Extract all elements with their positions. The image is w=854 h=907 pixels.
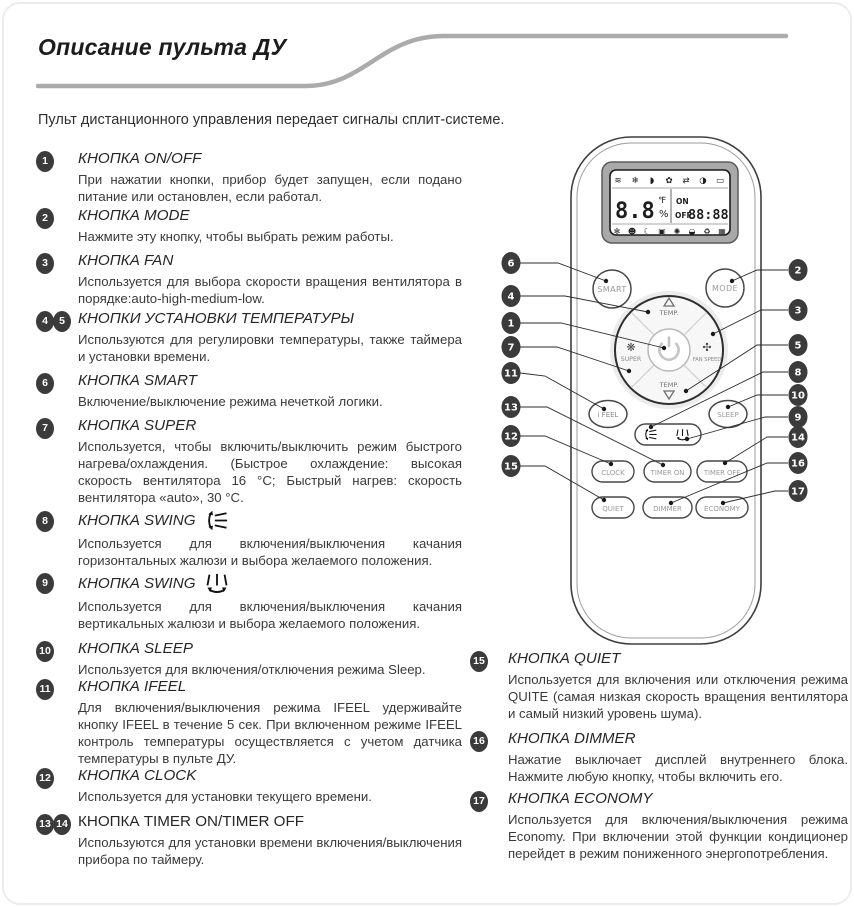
item-body: Включение/выключение режима нечеткой логики.: [78, 394, 383, 409]
lcd-time: 88:88: [688, 207, 729, 223]
list-item: [36, 310, 462, 365]
timer-off-button-label: TIMER OFF: [703, 469, 741, 477]
item-number-badge: 4: [36, 311, 54, 332]
ifeel-icon: ☻: [627, 227, 637, 236]
temp-down-label: TEMP.: [659, 381, 679, 389]
item-number-badge: 3: [36, 253, 54, 274]
cool-mode-icon: ❄: [631, 176, 639, 186]
signal-icon: ≋: [614, 176, 622, 186]
list-item: [36, 207, 462, 245]
clock-button-label: CLOCK: [601, 469, 625, 477]
item-body: Используются для регулировки температуры, также таймера и установки времени.: [78, 332, 462, 365]
item-title: [78, 252, 462, 269]
item-body: Используется, чтобы включить/выключить режим быстрого нагрева/охлаждения. (Быстрое охлаждение: высокая скорость вентилятора 16 °C; Быстрый нагрев: скорость вентилятора «auto», 30 °C.: [78, 439, 462, 506]
item-title: [78, 640, 462, 657]
svg-text:2: 2: [794, 265, 802, 277]
airflow-icon: ⇄: [682, 176, 690, 186]
list-item: [470, 650, 848, 722]
intro-text: Пульт дистанционного управления передает сигналы сплит-системе.: [38, 112, 505, 128]
item-title-text: КНОПКА DIMMER: [508, 730, 636, 747]
sleep-button-label: SLEEP: [717, 411, 739, 419]
item-title-text: КНОПКА SWING: [78, 574, 196, 592]
item-title: [508, 790, 848, 807]
list-item: [470, 730, 848, 785]
callout-badge-6: [502, 252, 521, 274]
svg-text:12: 12: [504, 431, 518, 443]
item-title: [78, 150, 462, 167]
callout-badge-13: [502, 396, 521, 418]
temp-up-label: TEMP.: [659, 309, 679, 317]
item-title-text: КНОПКА ON/OFF: [78, 150, 202, 167]
callout-badge-7: [502, 336, 521, 358]
callout-badge-5: [789, 334, 808, 356]
item-body: Используется для включения/выключения качания вертикальных жалюзи и выбора желаемого положения.: [78, 599, 462, 632]
callout-badge-11: [502, 362, 521, 384]
item-title-text: КНОПКА FAN: [78, 252, 174, 269]
item-number-badge: 9: [36, 573, 54, 594]
quiet-button-label: QUIET: [602, 505, 624, 513]
item-body: Для включения/выключения режима IFEEL удерживайте кнопку IFEEL в течение 5 сек. При включенном режиме IFEEL контроль температуры осуществляется с учетом датчика температуры в пульте ДУ.: [78, 700, 462, 767]
svg-text:15: 15: [504, 461, 518, 473]
svg-text:14: 14: [791, 432, 805, 444]
item-body: Нажатие выключает дисплей внутреннего блока. Нажмите любую кнопку, чтобы включить его.: [508, 752, 848, 785]
item-number-badge: 15: [470, 651, 488, 672]
swing-vertical-icon: [204, 572, 230, 594]
clean-icon: ▦: [718, 227, 726, 236]
list-item: [36, 678, 462, 768]
item-number-badge: 11: [36, 679, 54, 700]
callout-badge-15: [502, 455, 521, 477]
lcd-unit-fahrenheit: ℉: [658, 196, 667, 206]
smart-button-label: SMART: [597, 285, 627, 294]
svg-text:4: 4: [507, 291, 515, 303]
list-item: [36, 510, 462, 569]
super-label: SUPER: [620, 356, 642, 363]
callout-badge-16: [789, 452, 808, 474]
svg-text:5: 5: [794, 340, 802, 352]
swing-horizontal-icon: [204, 510, 228, 531]
item-number-badge: 13: [36, 814, 54, 835]
item-title-text: КНОПКА SWING: [78, 512, 196, 529]
item-number-badge: 16: [470, 731, 488, 752]
svg-text:6: 6: [507, 258, 515, 270]
callout-badge-3: [789, 299, 808, 321]
item-body: Используются для установки времени включения/выключения прибора по таймеру.: [78, 835, 462, 868]
dimmer-button-label: DIMMER: [653, 505, 682, 513]
lcd-timer-on-label: ON: [676, 197, 689, 206]
timer-on-button[interactable]: [644, 461, 691, 482]
dimmer-icon: ◒: [688, 227, 696, 236]
svg-text:8: 8: [794, 367, 802, 379]
super-swirl-icon: ❋: [626, 341, 636, 354]
dial[interactable]: [610, 291, 728, 409]
fan-speed-label: FAN SPEED: [692, 357, 722, 363]
item-title: [78, 767, 462, 784]
item-title: [78, 813, 462, 830]
item-number-badge: 7: [36, 418, 54, 439]
item-number-badge: 5: [53, 311, 71, 332]
item-body: Используется для выбора скорости вращения вентилятора в порядке:auto-high-medium-low.: [78, 274, 462, 307]
item-body: При нажатии кнопки, прибор будет запущен, если подано питание или остановлен, если работал.: [78, 172, 462, 205]
callout-badge-9: [789, 406, 808, 428]
item-title-text: КНОПКИ УСТАНОВКИ ТЕМПЕРАТУРЫ: [78, 310, 355, 327]
svg-text:16: 16: [791, 458, 805, 470]
lcd-temperature: 8.8: [615, 199, 655, 224]
svg-text:3: 3: [794, 305, 802, 317]
callout-badge-2: [789, 259, 808, 281]
item-title-text: КНОПКА IFEEL: [78, 678, 187, 695]
list-item: [36, 572, 462, 632]
callout-badge-8: [789, 361, 808, 383]
night-icon: ◑: [699, 176, 707, 186]
item-title: [78, 207, 462, 224]
item-title-text: КНОПКА TIMER ON/TIMER OFF: [78, 813, 305, 830]
item-body: Используется для включения/выключения качания горизонтальных жалюзи и выбора желаемого положения.: [78, 536, 462, 569]
item-body: Используется для установки текущего времени.: [78, 789, 372, 804]
item-body: Используется для включения или отключения режима QUITE (самая низкая скорость вращения вентилятора и самый низкий уровень шума).: [508, 672, 848, 722]
list-item: [470, 790, 848, 862]
lcd-display: [602, 162, 738, 243]
svg-text:11: 11: [504, 368, 518, 380]
super-icon: ✻: [613, 227, 621, 236]
callout-badge-12: [502, 425, 521, 447]
svg-text:17: 17: [791, 486, 805, 498]
item-title-text: КНОПКА SMART: [78, 372, 197, 389]
lcd-unit-percent: %: [659, 209, 669, 220]
economy-icon: ♻: [703, 227, 711, 236]
svg-text:1: 1: [507, 318, 515, 330]
list-item: [36, 640, 462, 678]
svg-text:13: 13: [504, 402, 518, 414]
item-number-badge: 1: [36, 151, 54, 172]
sleep-icon: ☾: [643, 227, 651, 236]
item-number-badge: 17: [470, 791, 488, 812]
list-item: [36, 372, 462, 410]
list-item: [36, 767, 462, 805]
item-title-text: КНОПКА SLEEP: [78, 640, 194, 657]
item-number-badge: 14: [53, 814, 71, 835]
dry-mode-icon: ◗: [649, 176, 655, 186]
item-title: [78, 417, 462, 434]
timer-on-button-label: TIMER ON: [650, 469, 685, 477]
item-number-badge: 8: [36, 511, 54, 532]
item-title: [78, 678, 462, 695]
mode-button-label: MODE: [711, 284, 739, 293]
item-title-text: КНОПКА SUPER: [78, 417, 197, 434]
item-title: [78, 572, 462, 594]
page-title: Описание пульта ДУ: [38, 34, 287, 60]
lock-icon: ▣: [658, 227, 666, 236]
item-title-text: КНОПКА MODE: [78, 207, 190, 224]
item-body: Используется для включения/отключения режима Sleep.: [78, 662, 426, 677]
quiet-button[interactable]: [592, 497, 634, 518]
item-number-badge: 2: [36, 208, 54, 229]
callout-badge-1: [502, 312, 521, 334]
callout-badge-10: [789, 384, 808, 406]
callout-badge-4: [502, 285, 521, 307]
callout-badge-17: [789, 480, 808, 502]
economy-button-label: ECONOMY: [704, 505, 740, 513]
economy-button[interactable]: [696, 497, 748, 518]
item-title: [78, 372, 462, 389]
ifeel-button[interactable]: [589, 401, 627, 428]
list-item: [36, 813, 462, 868]
power-button[interactable]: [648, 329, 690, 371]
item-title-text: КНОПКА CLOCK: [78, 767, 197, 784]
item-title-text: КНОПКА QUIET: [508, 650, 621, 667]
item-number-badge: 6: [36, 373, 54, 394]
ifeel-button-label: i FEEL: [597, 411, 619, 419]
svg-text:10: 10: [791, 390, 805, 402]
mode-button[interactable]: [706, 269, 744, 307]
item-title-text: КНОПКА ECONOMY: [508, 790, 653, 807]
list-item: [36, 417, 462, 507]
item-number-badge: 10: [36, 641, 54, 662]
list-item: [36, 150, 462, 205]
fan-icon: ✣: [702, 341, 712, 354]
fan-mode-icon: ✿: [665, 176, 673, 186]
swing-button[interactable]: [635, 424, 701, 445]
list-item: [36, 252, 462, 307]
item-title: [78, 310, 462, 327]
timer-off-button[interactable]: [697, 461, 747, 482]
callout-badge-14: [789, 426, 808, 448]
item-title: [78, 510, 462, 531]
dimmer-button[interactable]: [643, 497, 692, 518]
lcd-timer-off-label: OFF: [675, 211, 692, 220]
item-number-badge: 12: [36, 768, 54, 789]
item-title: [508, 730, 848, 747]
battery-icon: ▭: [715, 176, 725, 186]
item-body: Нажмите эту кнопку, чтобы выбрать режим работы.: [78, 229, 394, 244]
svg-text:9: 9: [794, 412, 802, 424]
item-body: Используется для включения/выключения режима Economy. При включении этой функции кондиционер перейдет в режим пониженного энергопотребления.: [508, 812, 848, 862]
health-icon: ✺: [673, 227, 681, 236]
svg-text:7: 7: [507, 342, 515, 354]
remote-illustration: [485, 118, 835, 658]
